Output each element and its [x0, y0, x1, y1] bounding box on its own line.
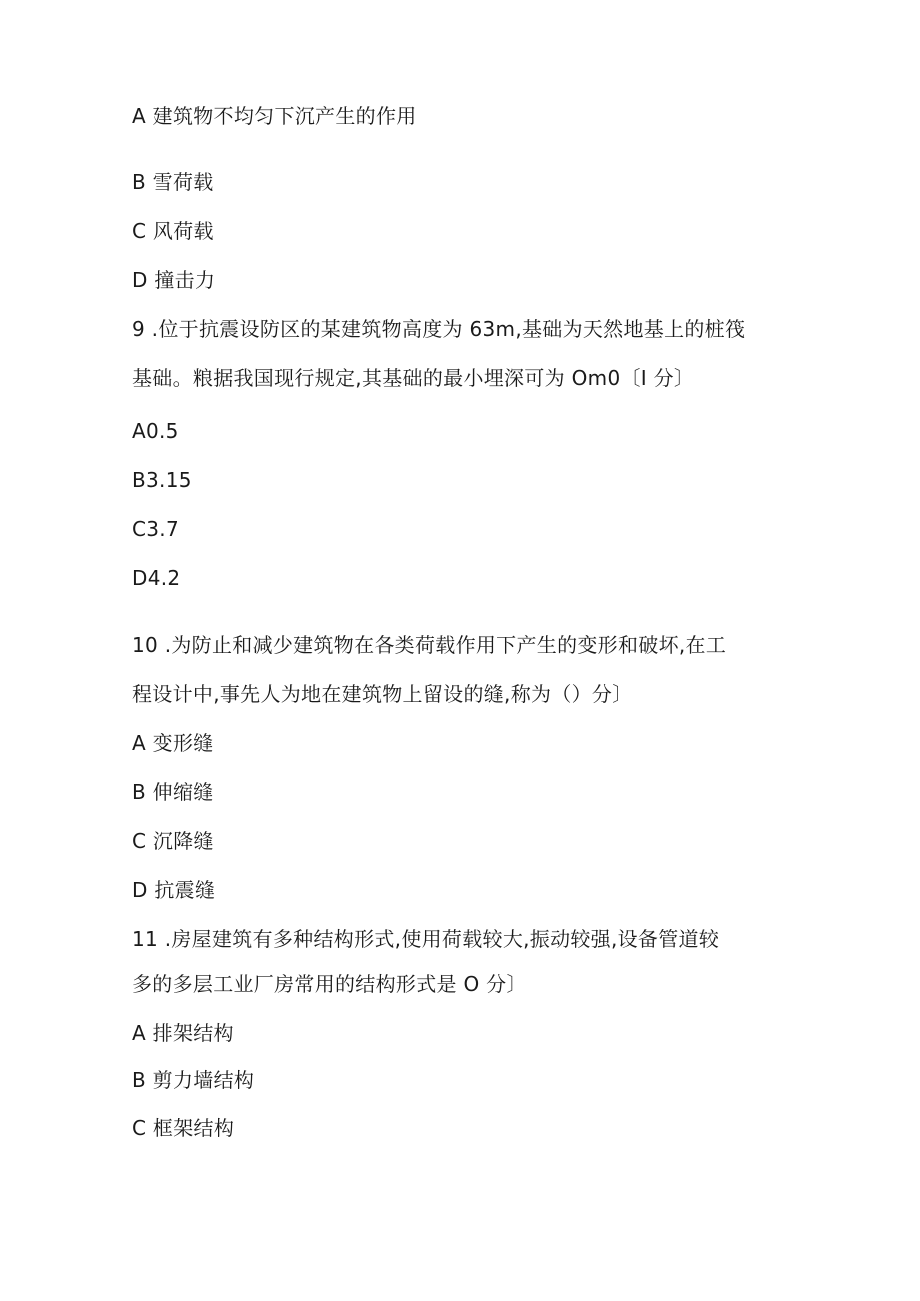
- q11-option-c: C 框架结构: [132, 1116, 235, 1140]
- q11-stem-line1: 11 .房屋建筑有多种结构形式,使用荷载较大,振动较强,设备管道较: [132, 927, 720, 951]
- q10-option-a: A 变形缝: [132, 731, 214, 755]
- q10-stem-line2: 程设计中,事先人为地在建筑物上留设的缝,称为（）分〕: [132, 682, 633, 706]
- q8-option-a: A 建筑物不均匀下沉产生的作用: [132, 104, 417, 128]
- q11-option-a: A 排架结构: [132, 1021, 234, 1045]
- q9-stem-line2: 基础。粮据我国现行规定,其基础的最小埋深可为 Om0〔I 分〕: [132, 366, 695, 390]
- q10-stem-line1: 10 .为防止和减少建筑物在各类荷载作用下产生的变形和破坏,在工: [132, 633, 727, 657]
- q8-option-d: D 撞击力: [132, 268, 216, 292]
- q10-option-d: D 抗震缝: [132, 878, 216, 902]
- q10-option-b: B 伸缩缝: [132, 780, 214, 804]
- q9-option-b: B3.15: [132, 468, 192, 492]
- q10-option-c: C 沉降缝: [132, 829, 214, 853]
- q9-option-a: A0.5: [132, 419, 179, 443]
- q9-option-c: C3.7: [132, 517, 179, 541]
- q9-stem-line1: 9 .位于抗震设防区的某建筑物高度为 63m,基础为天然地基上的桩筏: [132, 317, 746, 341]
- q11-stem-line2: 多的多层工业厂房常用的结构形式是 O 分〕: [132, 972, 527, 996]
- q8-option-b: B 雪荷载: [132, 170, 214, 194]
- q11-option-b: B 剪力墙结构: [132, 1068, 255, 1092]
- q8-option-c: C 风荷载: [132, 219, 214, 243]
- q9-option-d: D4.2: [132, 566, 181, 590]
